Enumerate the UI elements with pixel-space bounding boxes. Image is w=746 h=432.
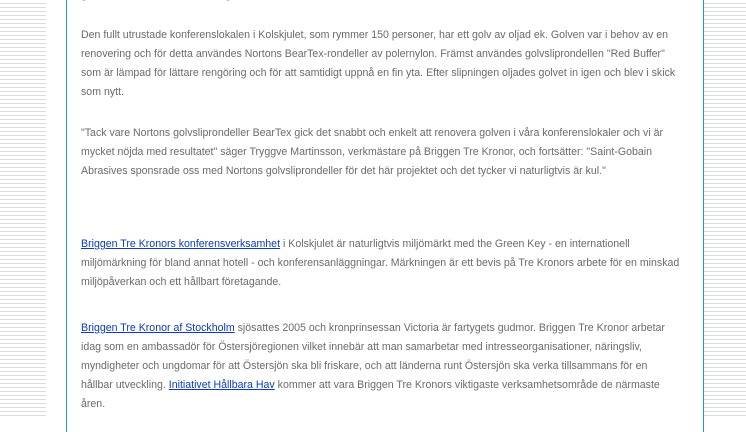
hallbara-hav-link[interactable]: Initiativet Hållbara Hav <box>168 379 275 391</box>
article-paragraph-briggen <box>81 319 681 414</box>
paragraph-green-key-text: i Kolskjulet är naturligtvis miljömärkt med the Green Key - en internationell miljömärkning för bland annat hotell - och konferensanläggningar. Märkningen är ett bevis på Tre Kronors arbete för en minskad miljöpåverkan och ett hållbart företagande. <box>81 238 680 288</box>
conference-link[interactable]: Briggen Tre Kronors konferensverksamhet <box>81 238 281 250</box>
article-top-line <box>81 0 681 5</box>
left-stripe-pattern <box>0 0 46 419</box>
paragraph-briggen-text-end: kommer att vara Briggen Tre Kronors viktigaste verksamhetsområde de närmaste åren. <box>81 379 660 410</box>
article-paragraph-green-key <box>81 235 681 292</box>
paragraph-briggen-text: sjösattes 2005 och kronprinsessan Victoria är fartygets gudmor. Briggen Tre Kronor arbetar idag som en ambassadör för Östersjöregionen vilket innebär att man samarbetar med intresseorganisationer, näringsliv, myndigheter och ungdomar för att Östersjön ska bli friskare, och att länderna runt Östersjön ska verka tillsammans för en hållbar utveckling. <box>81 322 665 391</box>
briggen-link[interactable]: Briggen Tre Kronor af Stockholm <box>81 322 235 334</box>
right-stripe-pattern <box>700 0 746 419</box>
article-paragraph-quote: "Tack vare Nortons golvsliprondeller BearTex gick det snabbt och enkelt att renovera golven i våra konferenslokaler och vi är mycket nöjda med resultatet" säger Tryggve Martinsson, verkmästare på Briggen Tre Kronor, och fortsätter: "Saint-Gobain Abrasives sponsrade oss med Nortons golvsliprondeller för det här projektet och det tycker vi naturligtvis är kul." <box>81 127 664 177</box>
article-paragraph-conference-room: Den fullt utrustade konferenslokalen i Kolskjulet, som rymmer 150 personer, har ett golv av oljad ek. Golven var i behov av en renovering och för detta användes Nortons BearTex-rondeller av polernylon. Främst användes golvsliprondellen "Red Buffer" som är lämpad för lättare rengöring och för att samtidigt uppnå en fin yta. Efter slipningen oljades golvet in igen och blev i skick som nytt. <box>81 29 676 98</box>
article-card <box>66 0 704 432</box>
